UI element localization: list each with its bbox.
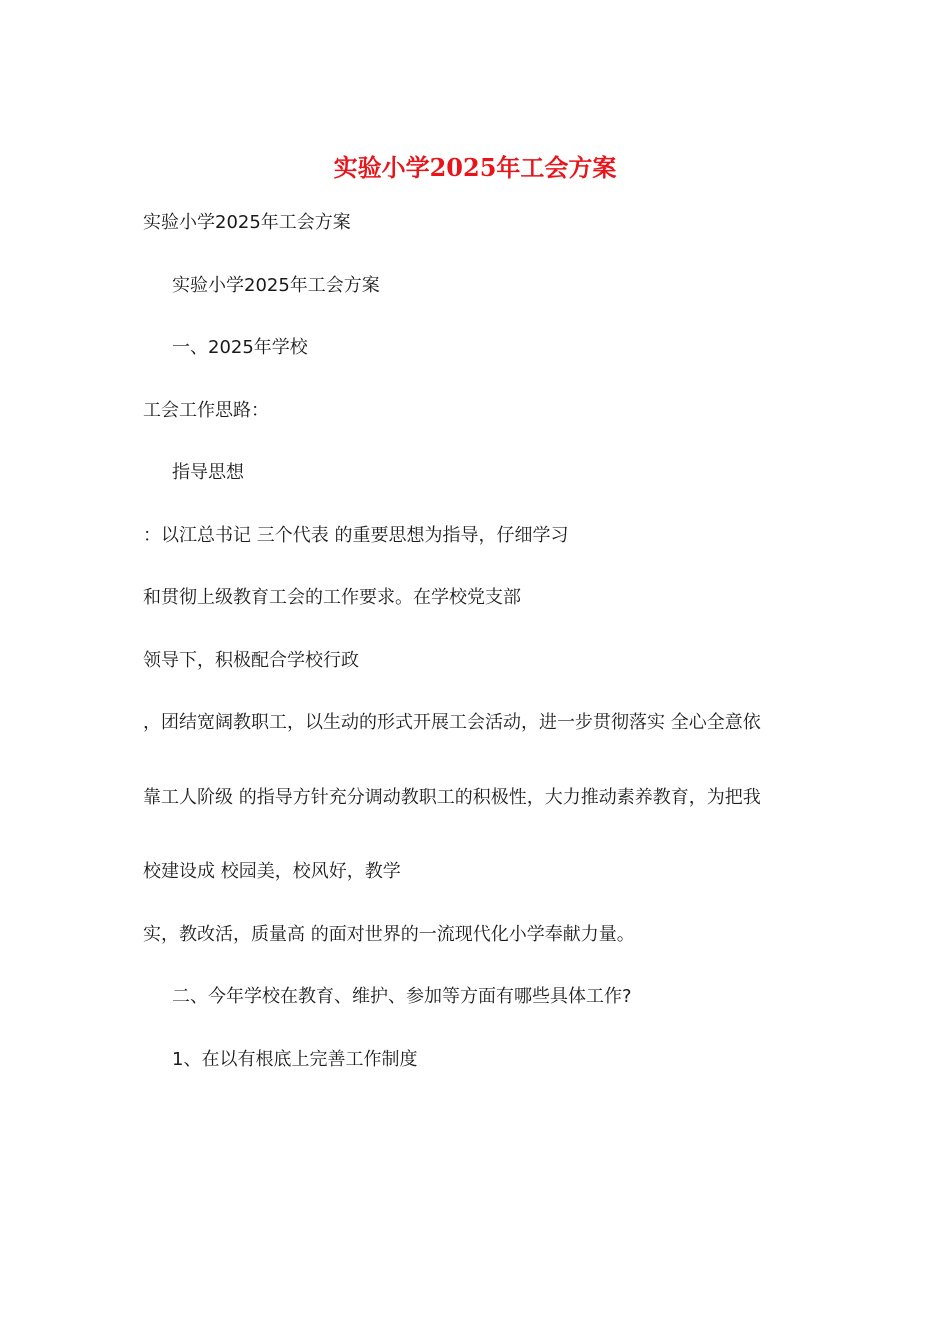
document-title: 实验小学2025年工会方案: [333, 153, 617, 182]
text-line-section-1: 一、2025年学校: [172, 337, 308, 358]
text-line-paragraph: ：以江总书记 三个代表 的重要思想为指导，仔细学习: [143, 525, 569, 546]
text-line-guiding-thought: 指导思想: [172, 462, 244, 483]
text-line-paragraph: 校建设成 校园美，校风好，教学: [143, 861, 401, 882]
text-line-section-2: 二、今年学校在教育、维护、参加等方面有哪些具体工作?: [172, 986, 632, 1007]
text-line-item-1: 1、在以有根底上完善工作制度: [172, 1049, 418, 1070]
text-line-paragraph: 实，教改活，质量高 的面对世界的一流现代化小学奉献力量。: [143, 924, 635, 945]
text-line-paragraph: 和贯彻上级教育工会的工作要求。在学校党支部: [143, 587, 521, 608]
text-line-paragraph: ，团结宽阔教职工，以生动的形式开展工会活动，进一步贯彻落实 全心全意依: [143, 712, 761, 733]
text-line-heading: 实验小学2025年工会方案: [172, 275, 380, 296]
text-line-paragraph: 靠工人阶级 的指导方针充分调动教职工的积极性，大力推动素养教育，为把我: [143, 787, 761, 808]
text-line-paragraph: 领导下，积极配合学校行政: [143, 650, 359, 671]
text-line-work-approach: 工会工作思路：: [143, 400, 269, 421]
text-line-subtitle: 实验小学2025年工会方案: [143, 212, 351, 233]
